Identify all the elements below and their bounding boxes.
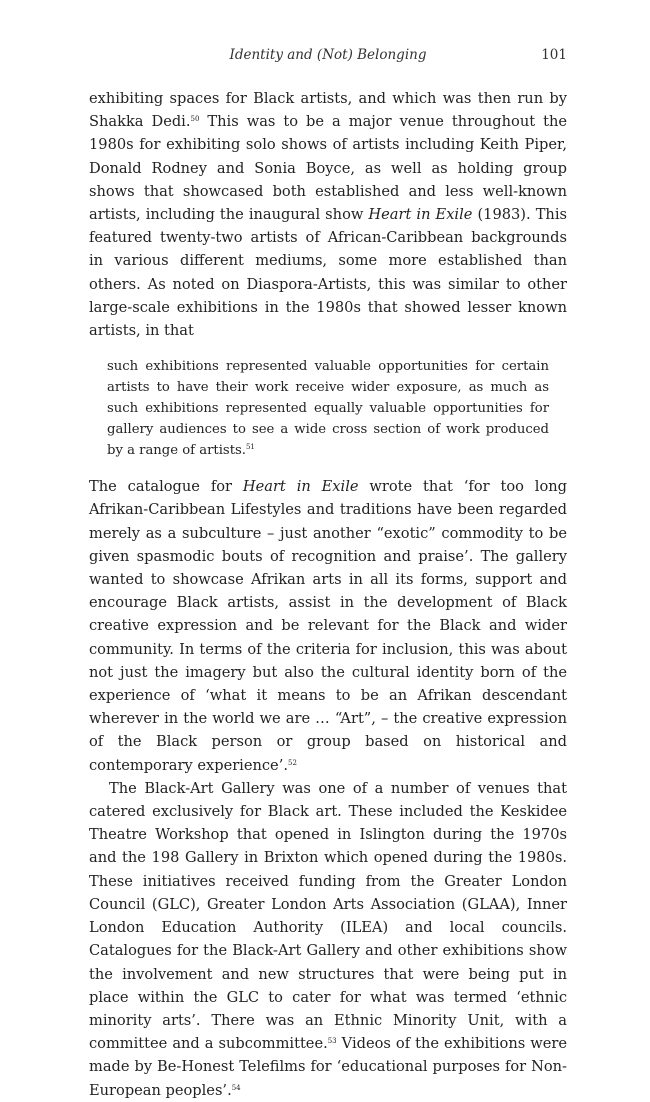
page-header: [89, 44, 567, 66]
text-run: This was to be a major venue throughout the 1980s for exhibiting solo shows of artists including Keith Piper, Donald Rodney and Sonia Boyce, as well as holding group shows that showcased both established and less well-known artists, including the inaugural show: [89, 113, 568, 224]
footnote-marker-52[interactable]: 52: [287, 758, 297, 767]
text-run: The catalogue for: [89, 478, 243, 496]
page-number: 101: [541, 47, 567, 63]
footnote-marker-54[interactable]: 54: [231, 1083, 241, 1092]
exhibition-title: Heart in Exile: [368, 206, 473, 224]
body-text: [89, 87, 567, 1102]
paragraph-2: [89, 475, 567, 777]
quote-text: such exhibitions represented valuable opportunities for certain artists to have their work receive wider exposure, as much as such exhibitions represented equally valuable opportunities for gallery audiences to see a wide cross section of work produced by a range of artists.: [107, 359, 549, 459]
footnote-marker-50[interactable]: 50: [190, 115, 200, 124]
text-run: The Black-Art Gallery was one of a number of venues that catered exclusively for Black art. These included the Keskidee Theatre Workshop that opened in Islington during the 1970s and the 198 Gallery in Brixton which opened during the 1980s. These initiatives received funding from the Greater London Council (GLC), Greater London Arts Association (GLAA), Inner London Education Authority (ILEA) and local councils. Catalogues for the Black-Art Gallery and other exhibitions show the involvement and new structures that were being put in place within the GLC to cater for what was termed ‘ethnic minority arts’. There was an Ethnic Minority Unit, with a committee and a subcommittee.: [89, 779, 567, 1053]
paragraph-1: [89, 87, 567, 342]
text-run: exhibiting spaces for Black artists, and which was then run by Shakka Dedi.: [89, 90, 567, 131]
text-run: wrote that ‘for too long Afrikan-Caribbean Lifestyles and traditions have been regarded merely as a subculture – just another “exotic” commodity to be given spasmodic bouts of recognition and praise’. The gallery wanted to showcase Afrikan arts in all its forms, support and encourage Black artists, assist in the development of Black creative expression and be relevant for the Black and wider community. In terms of the criteria for inclusion, this was about not just the imagery but also the cultural identity born of the experience of ‘what it means to be an Afrikan descendant wherever in the world we are … “Art”, – the creative expression of the Black person or group based on historical and contemporary experience’.: [89, 478, 568, 774]
footnote-marker-53[interactable]: 53: [327, 1037, 337, 1046]
footnote-marker-51[interactable]: 51: [245, 443, 255, 452]
paragraph-3: [89, 777, 567, 1102]
exhibition-title: Heart in Exile: [242, 478, 359, 496]
block-quote: [107, 356, 549, 461]
running-head: Identity and (Not) Belonging: [229, 47, 427, 63]
text-run: Videos of the exhibitions were made by Be-Honest Telefilms for ‘educational purposes for Non-European peoples’.: [89, 1035, 567, 1099]
text-run: (1983). This featured twenty-two artists of African-Caribbean backgrounds in various different mediums, some more established than others. As noted on Diaspora-Artists, this was similar to other large-scale exhibitions in the 1980s that showed lesser known artists, in that: [89, 206, 567, 340]
